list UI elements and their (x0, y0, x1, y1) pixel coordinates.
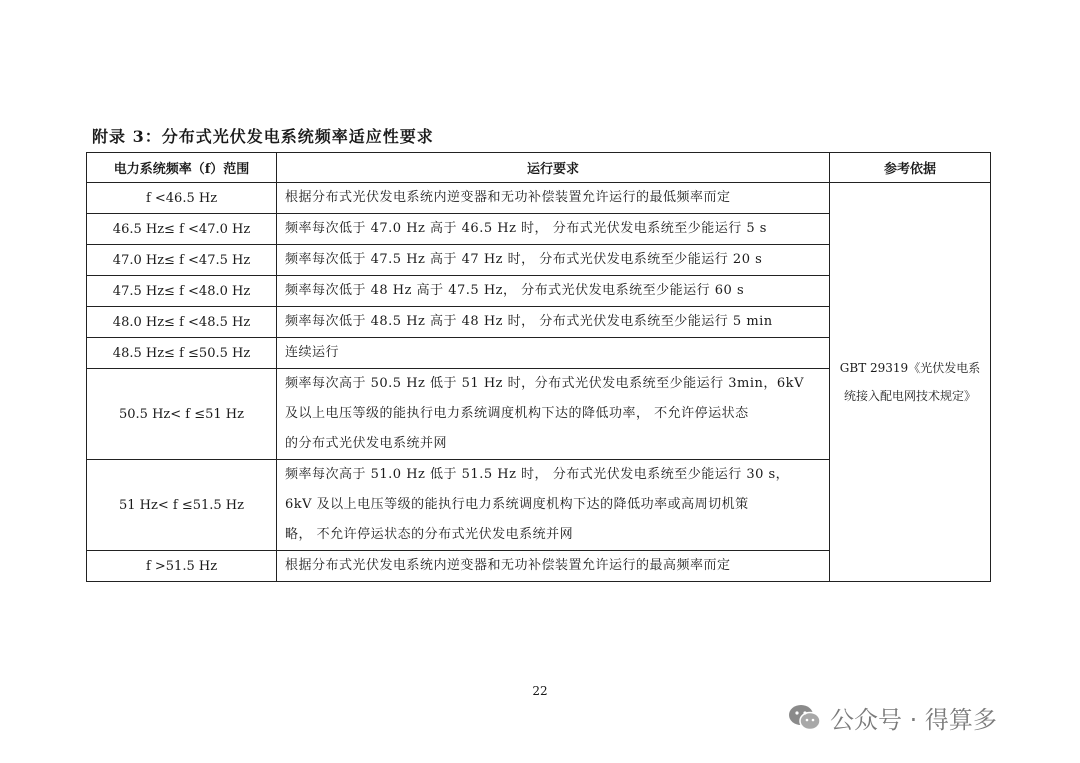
watermark-text: 公众号 · 得算多 (830, 706, 997, 734)
wechat-icon (788, 703, 822, 733)
requirement-cell (277, 276, 830, 307)
requirement-line: 频率每次高于 51.0 Hz 低于 51.5 Hz 时， 分布式光伏发电系统至少能运行 30 s， (285, 467, 790, 482)
frequency-range-cell: 51 Hz< f ≤51.5 Hz (87, 460, 277, 551)
header-frequency-range: 电力系统频率（f）范围 (87, 153, 277, 183)
requirement-line: 频率每次低于 47.5 Hz 高于 47 Hz 时， 分布式光伏发电系统至少能运行 20 s (285, 252, 763, 267)
requirement-cell (277, 551, 830, 582)
requirement-cell (277, 307, 830, 338)
header-operation-requirement: 运行要求 (277, 153, 830, 183)
frequency-range-cell: 48.0 Hz≤ f <48.5 Hz (87, 307, 277, 338)
requirement-line: 频率每次低于 47.0 Hz 高于 46.5 Hz 时， 分布式光伏发电系统至少能运行 5 s (285, 221, 767, 236)
requirement-line: 根据分布式光伏发电系统内逆变器和无功补偿装置允许运行的最低频率而定 (285, 190, 731, 205)
requirement-line: 根据分布式光伏发电系统内逆变器和无功补偿装置允许运行的最高频率而定 (285, 558, 731, 573)
table-header-row (87, 153, 991, 183)
appendix-title: 附录 3：分布式光伏发电系统频率适应性要求 (92, 127, 434, 146)
requirement-cell (277, 214, 830, 245)
requirement-line: 频率每次低于 48 Hz 高于 47.5 Hz， 分布式光伏发电系统至少能运行 60 s (285, 283, 745, 298)
reference-line: 统接入配电网技术规定》 (843, 389, 976, 403)
page-number: 22 (532, 684, 548, 698)
requirement-line: 略， 不允许停运状态的分布式光伏发电系统并网 (285, 527, 574, 542)
frequency-range-cell: f >51.5 Hz (87, 551, 277, 582)
requirement-cell (277, 338, 830, 369)
requirement-line: 频率每次高于 50.5 Hz 低于 51 Hz 时，分布式光伏发电系统至少能运行 3min，6kV (285, 376, 804, 391)
requirement-line: 频率每次低于 48.5 Hz 高于 48 Hz 时， 分布式光伏发电系统至少能运行 5 min (285, 314, 773, 329)
frequency-range-cell: 47.5 Hz≤ f <48.0 Hz (87, 276, 277, 307)
reference-line: GBT 29319《光伏发电系 (839, 361, 981, 375)
frequency-range-cell: 46.5 Hz≤ f <47.0 Hz (87, 214, 277, 245)
requirement-line: 连续运行 (285, 345, 340, 360)
requirement-cell (277, 369, 830, 460)
frequency-range-cell: 47.0 Hz≤ f <47.5 Hz (87, 245, 277, 276)
requirement-line: 及以上电压等级的能执行电力系统调度机构下达的降低功率， 不允许停运状态 (285, 406, 749, 421)
frequency-range-cell: 48.5 Hz≤ f ≤50.5 Hz (87, 338, 277, 369)
requirement-cell (277, 245, 830, 276)
frequency-requirements-table (86, 152, 991, 582)
header-reference-basis: 参考依据 (830, 153, 991, 183)
frequency-range-cell: 50.5 Hz< f ≤51 Hz (87, 369, 277, 460)
table-row (87, 183, 991, 214)
frequency-range-cell: f <46.5 Hz (87, 183, 277, 214)
requirement-line: 6kV 及以上电压等级的能执行电力系统调度机构下达的降低功率或高周切机策 (285, 497, 749, 512)
requirement-cell (277, 460, 830, 551)
reference-cell (830, 183, 991, 582)
watermark (788, 700, 997, 735)
requirement-cell (277, 183, 830, 214)
requirement-line: 的分布式光伏发电系统并网 (285, 436, 448, 451)
